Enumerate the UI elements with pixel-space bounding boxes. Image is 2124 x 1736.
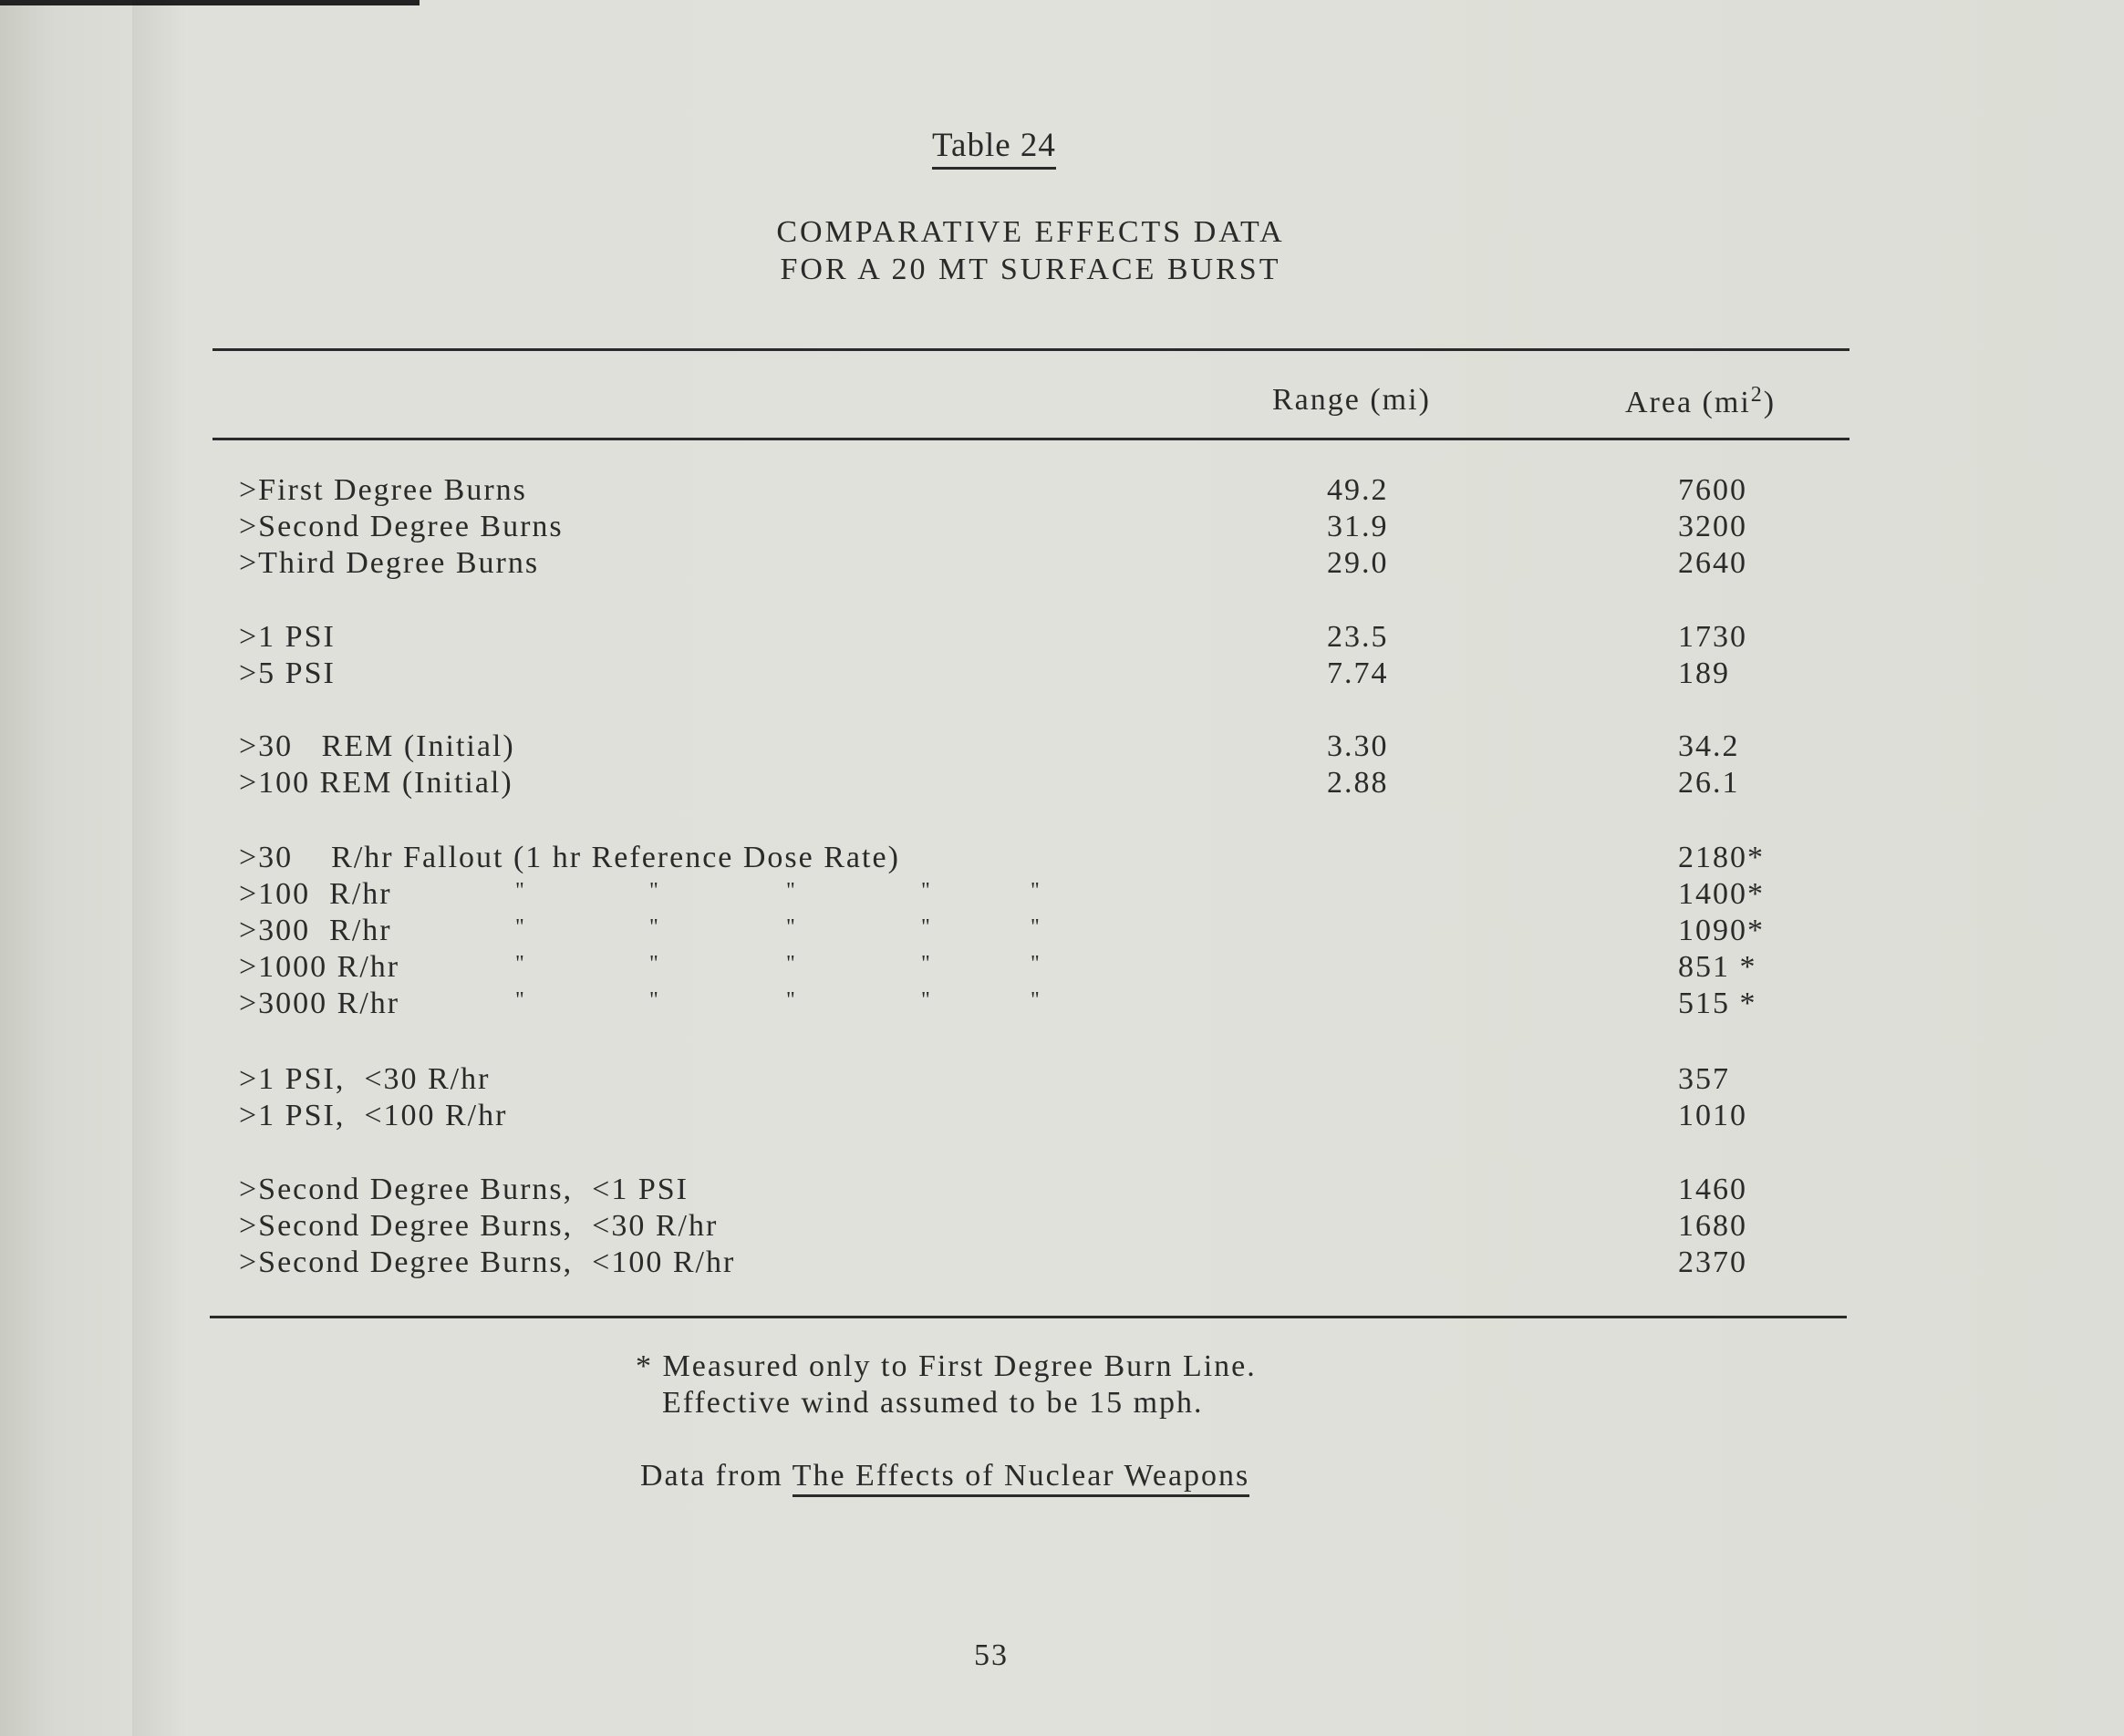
top-rule xyxy=(212,348,1849,351)
area-column-header xyxy=(1625,383,1776,420)
ditto-mark: " xyxy=(515,988,524,1012)
row-label: >30 R/hr Fallout (1 hr Reference Dose Rate) xyxy=(239,841,900,874)
ditto-mark: " xyxy=(515,952,524,976)
source-title: The Effects of Nuclear Weapons xyxy=(793,1459,1250,1497)
row-range: 23.5 xyxy=(1327,620,1389,654)
row-area: 1680 xyxy=(1678,1209,1747,1243)
row-area: 1460 xyxy=(1678,1173,1747,1206)
row-area: 2640 xyxy=(1678,546,1747,580)
table-heading-line2: FOR A 20 MT SURFACE BURST xyxy=(780,253,1281,286)
row-area: 357 xyxy=(1678,1062,1730,1096)
ditto-mark: " xyxy=(786,915,795,939)
table-label: Table 24 xyxy=(932,126,1056,170)
row-range: 2.88 xyxy=(1327,766,1389,800)
row-area: 26.1 xyxy=(1678,766,1740,800)
row-label: >Second Degree Burns, <1 PSI xyxy=(239,1173,689,1206)
row-area: 2180* xyxy=(1678,841,1765,874)
ditto-mark: " xyxy=(515,915,524,939)
row-label: >1 PSI, <30 R/hr xyxy=(239,1062,491,1096)
row-label: >3000 R/hr xyxy=(239,987,400,1020)
row-label: >Second Degree Burns, <30 R/hr xyxy=(239,1209,719,1243)
row-label: >1000 R/hr xyxy=(239,950,400,984)
area-header-label: Area (mi xyxy=(1625,386,1751,419)
row-area: 851 * xyxy=(1678,950,1757,984)
ditto-mark: " xyxy=(921,988,930,1012)
row-range: 29.0 xyxy=(1327,546,1389,580)
area-header-superscript: 2 xyxy=(1750,383,1764,407)
row-area: 34.2 xyxy=(1678,729,1740,763)
ditto-mark: " xyxy=(786,879,795,903)
row-range: 7.74 xyxy=(1327,656,1389,690)
table-heading-line1: COMPARATIVE EFFECTS DATA xyxy=(776,215,1285,249)
ditto-mark: " xyxy=(786,952,795,976)
row-label: >Second Degree Burns xyxy=(239,510,564,543)
page-edge xyxy=(0,0,420,5)
ditto-mark: " xyxy=(1031,952,1040,976)
area-header-close: ) xyxy=(1763,386,1777,419)
page-number: 53 xyxy=(974,1638,1009,1672)
row-label: >Second Degree Burns, <100 R/hr xyxy=(239,1245,736,1279)
row-label: >5 PSI xyxy=(239,656,336,690)
ditto-mark: " xyxy=(649,988,658,1012)
ditto-mark: " xyxy=(1031,915,1040,939)
ditto-mark: " xyxy=(1031,879,1040,903)
row-label: >300 R/hr xyxy=(239,914,392,947)
row-label: >1 PSI xyxy=(239,620,336,654)
footnote-line2: Effective wind assumed to be 15 mph. xyxy=(662,1386,1204,1420)
header-rule xyxy=(212,438,1849,440)
range-column-header: Range (mi) xyxy=(1272,383,1431,417)
source-prefix: Data from xyxy=(640,1459,783,1493)
row-area: 1010 xyxy=(1678,1099,1747,1132)
source-note xyxy=(640,1459,1249,1493)
ditto-mark: " xyxy=(921,915,930,939)
bottom-rule xyxy=(210,1316,1847,1318)
row-range: 31.9 xyxy=(1327,510,1389,543)
row-range: 49.2 xyxy=(1327,473,1389,507)
ditto-mark: " xyxy=(921,952,930,976)
ditto-mark: " xyxy=(649,952,658,976)
row-range: 3.30 xyxy=(1327,729,1389,763)
row-label: >1 PSI, <100 R/hr xyxy=(239,1099,508,1132)
row-area: 515 * xyxy=(1678,987,1757,1020)
ditto-mark: " xyxy=(515,879,524,903)
ditto-mark: " xyxy=(1031,988,1040,1012)
row-label: >30 REM (Initial) xyxy=(239,729,515,763)
row-area: 2370 xyxy=(1678,1245,1747,1279)
row-area: 3200 xyxy=(1678,510,1747,543)
row-area: 1730 xyxy=(1678,620,1747,654)
row-label: >100 REM (Initial) xyxy=(239,766,513,800)
row-label: >Third Degree Burns xyxy=(239,546,540,580)
row-area: 1400* xyxy=(1678,877,1765,911)
ditto-mark: " xyxy=(921,879,930,903)
footnote-line1: * Measured only to First Degree Burn Line. xyxy=(636,1349,1257,1383)
row-area: 7600 xyxy=(1678,473,1747,507)
row-area: 189 xyxy=(1678,656,1730,690)
row-label: >100 R/hr xyxy=(239,877,392,911)
row-area: 1090* xyxy=(1678,914,1765,947)
row-label: >First Degree Burns xyxy=(239,473,527,507)
ditto-mark: " xyxy=(649,915,658,939)
ditto-mark: " xyxy=(649,879,658,903)
ditto-mark: " xyxy=(786,988,795,1012)
